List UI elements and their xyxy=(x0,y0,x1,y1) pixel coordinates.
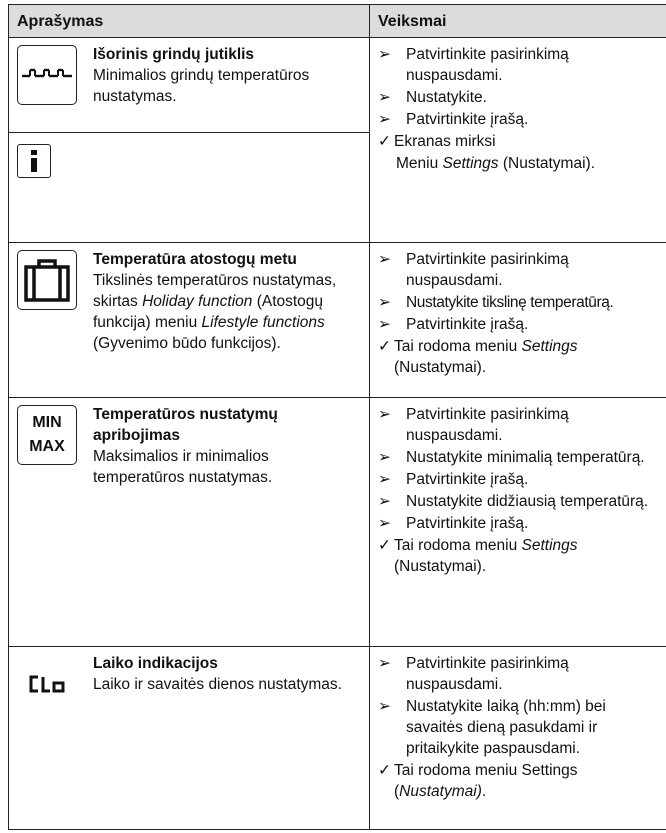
row-description: Tikslinės temperatūros nustatymas, skirtas Holiday function (Atostogų funkcija) meniu Lifestyle functions (Gyvenimo būdo funkcijos). xyxy=(93,272,337,352)
table-row xyxy=(9,38,666,243)
arrow-icon: ➢ xyxy=(378,46,391,63)
step-item: ✓ Tai rodoma meniu Settings (Nustatymai). xyxy=(378,338,578,376)
table-header-row xyxy=(9,5,666,38)
step-item: ➢ Patvirtinkite įrašą. xyxy=(378,111,529,128)
description-cell xyxy=(9,398,370,647)
row-description: Laiko ir savaitės dienos nustatymas. xyxy=(93,676,342,693)
actions-cell xyxy=(370,398,666,647)
arrow-icon: ➢ xyxy=(378,471,391,488)
step-item: ✓ Tai rodoma meniu Settings (Nustatymai). xyxy=(378,537,578,575)
arrow-icon: ➢ xyxy=(378,515,391,532)
arrow-icon: ➢ xyxy=(378,316,391,333)
actions-cell xyxy=(370,38,666,243)
arrow-icon: ➢ xyxy=(378,449,391,466)
clock-display-icon xyxy=(17,654,77,714)
info-subrow xyxy=(9,132,369,241)
step-item: ✓ Tai rodoma meniu Settings (Nustatymai). xyxy=(378,762,578,800)
table-row xyxy=(9,243,666,398)
step-item: ➢ Patvirtinkite įrašą. xyxy=(378,316,529,333)
min-max-icon: MIN MAX xyxy=(17,405,77,465)
step-item: ➢ Patvirtinkite pasirinkimą nuspausdami. xyxy=(378,655,569,693)
arrow-icon: ➢ xyxy=(378,251,391,268)
step-item: ➢ Patvirtinkite įrašą. xyxy=(378,471,529,488)
actions-cell xyxy=(370,647,666,830)
arrow-icon: ➢ xyxy=(378,493,391,510)
suitcase-icon xyxy=(17,250,77,310)
table-row xyxy=(9,647,666,830)
step-item: ➢ Patvirtinkite pasirinkimą nuspausdami. xyxy=(378,46,569,84)
step-item: ➢ Nustatykite. xyxy=(378,89,487,106)
step-item: ➢ Nustatykite minimalią temperatūrą. xyxy=(378,449,645,466)
check-icon: ✓ xyxy=(378,762,391,779)
step-item: Meniu Settings (Nustatymai). xyxy=(396,155,596,172)
step-item: ➢ Nustatykite laiką (hh:mm) bei savaitės dieną pasukdami ir pritaikykite paspausdami. xyxy=(378,698,606,757)
step-item: ➢ Patvirtinkite pasirinkimą nuspausdami. xyxy=(378,406,569,444)
check-icon: ✓ xyxy=(378,537,391,554)
floor-sensor-icon xyxy=(17,45,77,105)
arrow-icon: ➢ xyxy=(378,294,391,311)
arrow-icon: ➢ xyxy=(378,111,391,128)
row-title: Temperatūros nustatymų apribojimas xyxy=(93,406,278,444)
arrow-icon: ➢ xyxy=(378,655,391,672)
table-row xyxy=(9,398,666,647)
settings-table xyxy=(8,4,666,830)
description-cell xyxy=(9,38,370,243)
header-actions: Veiksmai xyxy=(370,5,666,38)
step-item: ✓ Ekranas mirksi xyxy=(378,133,496,150)
row-description: Minimalios grindų temperatūros nustatymas. xyxy=(93,67,310,105)
arrow-icon: ➢ xyxy=(378,406,391,423)
row-title: Laiko indikacijos xyxy=(93,655,218,672)
description-cell xyxy=(9,647,370,830)
description-cell xyxy=(9,243,370,398)
step-item: ➢ Patvirtinkite įrašą. xyxy=(378,515,529,532)
check-icon: ✓ xyxy=(378,133,391,150)
row-title: Išorinis grindų jutiklis xyxy=(93,46,255,63)
info-icon xyxy=(17,144,51,178)
row-title: Temperatūra atostogų metu xyxy=(93,251,297,268)
step-item: ➢ Nustatykite tikslinę temperatūrą. xyxy=(378,294,614,311)
actions-cell xyxy=(370,243,666,398)
row-description: Maksimalios ir minimalios temperatūros nustatymas. xyxy=(93,448,273,486)
step-item: ➢ Patvirtinkite pasirinkimą nuspausdami. xyxy=(378,251,569,289)
arrow-icon: ➢ xyxy=(378,89,391,106)
step-item: ➢ Nustatykite didžiausią temperatūrą. xyxy=(378,493,649,510)
arrow-icon: ➢ xyxy=(378,698,391,715)
header-description: Aprašymas xyxy=(9,5,370,38)
check-icon: ✓ xyxy=(378,338,391,355)
